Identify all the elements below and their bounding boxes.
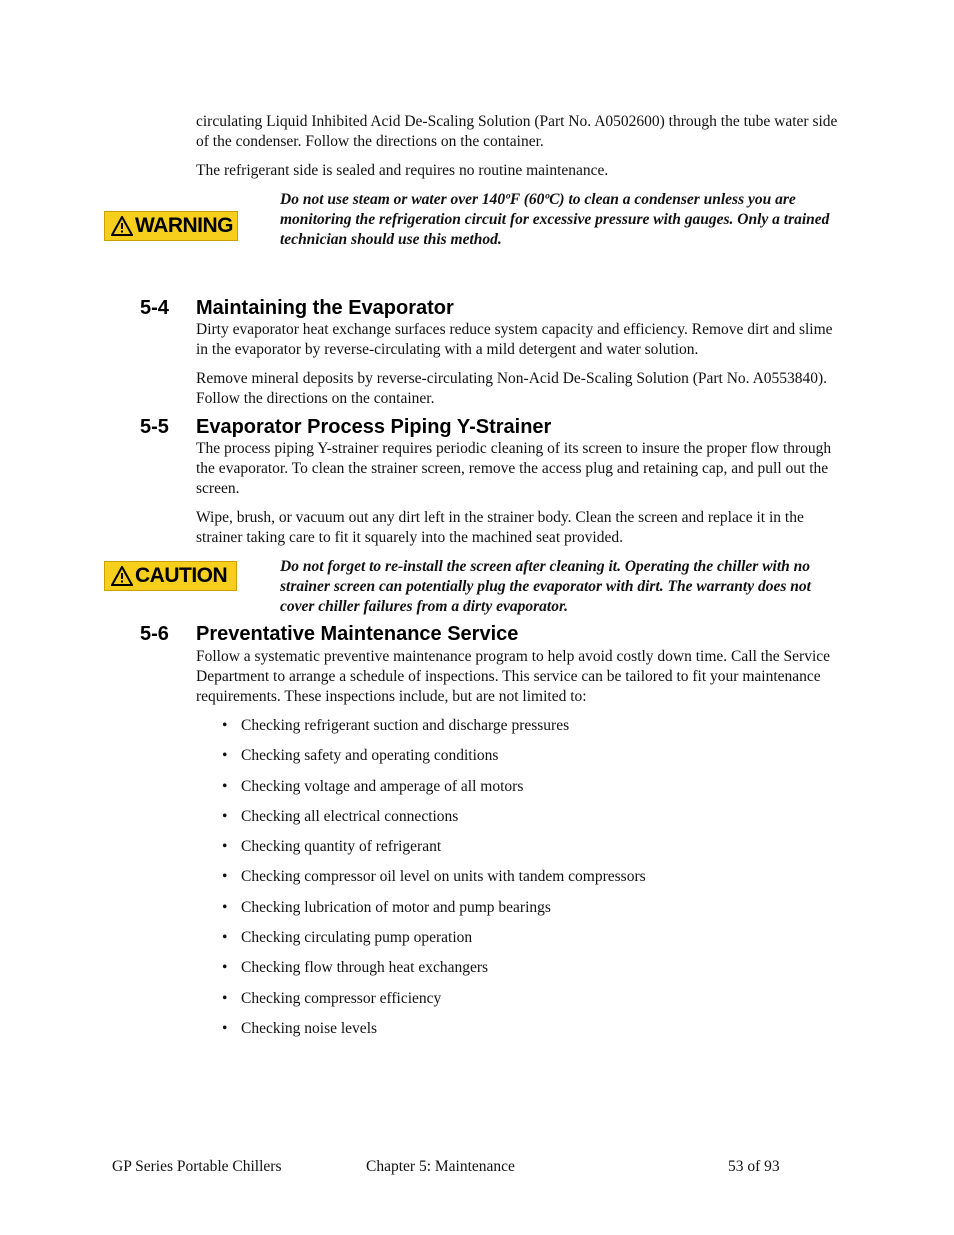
bullet: • [222, 747, 228, 765]
list-item: • Checking noise levels [222, 1019, 378, 1037]
section-title: Evaporator Process Piping Y-Strainer [196, 416, 552, 438]
paragraph-condenser-descaling: circulating Liquid Inhibited Acid De-Scaling Solution (Part No. A0502600) through the tube water side of the condenser. Follow the directions on the container. [196, 113, 838, 150]
section-title: Maintaining the Evaporator [196, 297, 454, 319]
list-item: • Checking refrigerant suction and discharge pressures [222, 717, 570, 734]
bullet: • [222, 838, 228, 856]
list-item: • Checking flow through heat exchangers [222, 959, 489, 977]
footer-document-title: GP Series Portable Chillers [112, 1158, 282, 1175]
paragraph-preventive-maintenance: Follow a systematic preventive maintenance program to help avoid costly down time. Call the Service Department to arrange a schedule of inspections. This service can be tailored to fit your maintenance requirements. These inspections include, but are not limited to: [196, 648, 831, 705]
bullet: • [222, 868, 228, 886]
bullet: • [222, 959, 228, 977]
bullet: • [222, 717, 228, 734]
bullet: • [222, 1019, 228, 1037]
list-item: • Checking compressor oil level on units with tandem compressors [222, 868, 646, 886]
warning-text: Do not use steam or water over 140ºF (60ºC) to clean a condenser unless you are monitoring the refrigeration circuit for excessive pressure with gauges. Only a trained technician should use this method. [280, 191, 830, 248]
list-item: • Checking compressor efficiency [222, 989, 442, 1007]
list-item: • Checking safety and operating conditions [222, 747, 499, 765]
section-number: 5-5 [140, 416, 169, 438]
paragraph-mineral-deposits: Remove mineral deposits by reverse-circulating Non-Acid De-Scaling Solution (Part No. A0553840). Follow the directions on the container. [196, 370, 828, 407]
paragraph-evaporator-dirt: Dirty evaporator heat exchange surfaces reduce system capacity and efficiency. Remove dirt and slime in the evaporator by reverse-circulating with a mild detergent and water solution. [196, 321, 833, 358]
section-title: Preventative Maintenance Service [196, 623, 519, 645]
list-item: • Checking lubrication of motor and pump bearings [222, 898, 551, 916]
section-heading-5-6 [140, 622, 518, 646]
caution-label: CAUTION [135, 564, 228, 587]
list-item: • Checking circulating pump operation [222, 929, 473, 947]
bullet: • [222, 807, 228, 825]
caution-badge [104, 561, 237, 591]
list-item: • Checking voltage and amperage of all motors [222, 777, 524, 795]
bullet: • [222, 929, 228, 947]
warning-label: WARNING [135, 214, 233, 237]
section-number: 5-4 [140, 297, 169, 319]
inspection-checklist [222, 716, 646, 1049]
list-item: • Checking quantity of refrigerant [222, 838, 442, 856]
warning-triangle-icon [111, 216, 133, 236]
bullet: • [222, 898, 228, 916]
paragraph-y-strainer: The process piping Y-strainer requires periodic cleaning of its screen to insure the proper flow through the evaporator. To clean the strainer screen, remove the access plug and retaining cap, and pull out the screen. [196, 440, 832, 497]
footer-page-number: 53 of 93 [728, 1158, 780, 1175]
warning-badge [104, 211, 238, 241]
warning-triangle-icon [111, 566, 133, 586]
paragraph-refrigerant-side: The refrigerant side is sealed and requires no routine maintenance. [196, 162, 609, 179]
bullet: • [222, 777, 228, 795]
list-item: • Checking all electrical connections [222, 807, 459, 825]
section-heading-5-5 [140, 415, 551, 439]
caution-text: Do not forget to re-install the screen after cleaning it. Operating the chiller with no strainer screen can potentially plug the evaporator with dirt. The warranty does not cover chiller failures from a dirty evaporator. [280, 558, 811, 615]
footer-chapter: Chapter 5: Maintenance [366, 1158, 515, 1175]
section-number: 5-6 [140, 623, 169, 645]
bullet: • [222, 989, 228, 1007]
paragraph-strainer-cleaning: Wipe, brush, or vacuum out any dirt left in the strainer body. Clean the screen and replace it in the strainer taking care to fit it squarely into the machined seat provided. [196, 509, 804, 546]
section-heading-5-4 [140, 296, 454, 320]
